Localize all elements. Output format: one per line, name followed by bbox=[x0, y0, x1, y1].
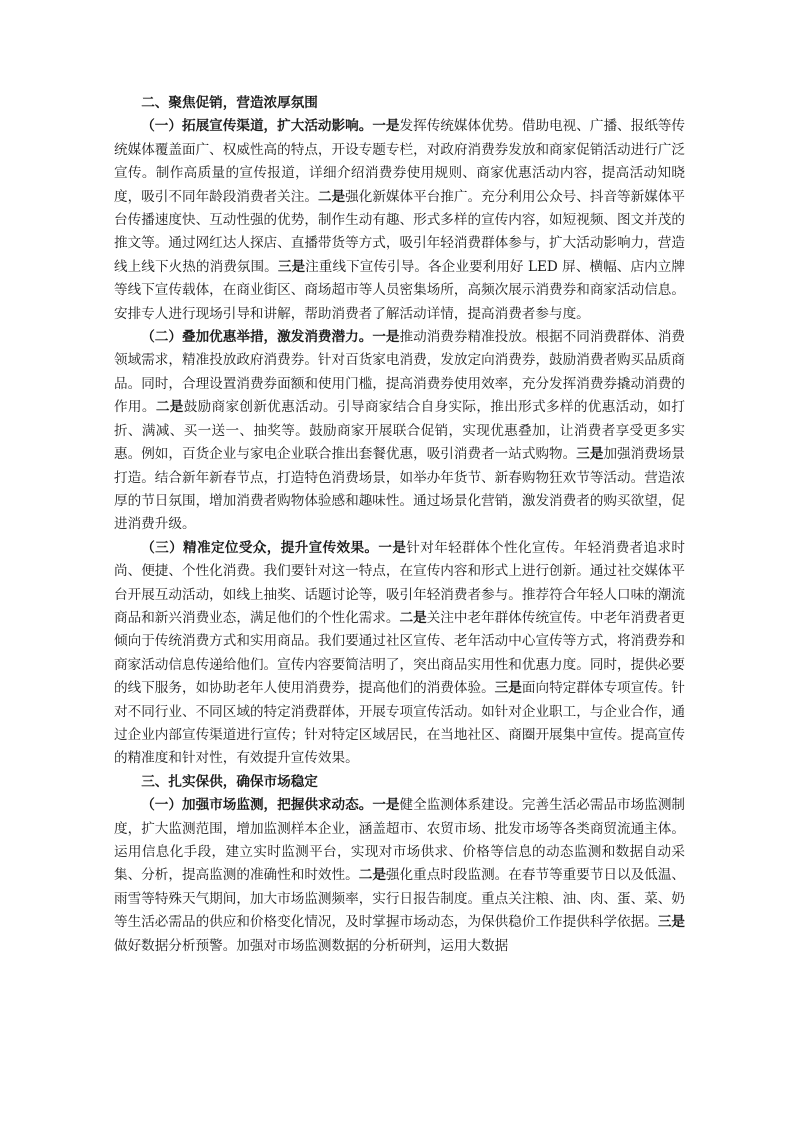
paragraph-text: 发挥传统媒体优势。借助电视、广播、报纸等传统媒体覆盖面广、权威性高的特点，开设专题专栏，对政府消费券发放和商家促销活动进行广泛宣传。制作高质量的宣传报道，详细介绍消费券使用规则、商家优惠活动内容，提高活动知晓度，吸引不同年龄段消费者关注。 bbox=[114, 118, 686, 205]
section-2-paragraph-3 bbox=[114, 537, 685, 771]
point-marker: 三是 bbox=[576, 446, 604, 463]
section-3-paragraph-1 bbox=[114, 794, 685, 958]
document-page bbox=[114, 92, 685, 958]
section-2-paragraph-1 bbox=[114, 115, 685, 326]
paragraph-text: 强化重点时段监测。在春节等重要节日以及低温、雨雪等特殊天气期间，加大市场监测频率，实行日报告制度。重点关注粮、油、肉、蛋、菜、奶等生活必需品的供应和价格变化情况，及时掌握市场动态，为保供稳价工作提供科学依据。 bbox=[114, 867, 686, 931]
point-marker: 一是 bbox=[378, 539, 407, 556]
point-marker: 二是 bbox=[399, 609, 427, 626]
paragraph-text: 加强消费场景打造。结合新年新春节点，打造特色消费场景，如举办年货节、新春购物狂欢节等活动。营造浓厚的节日氛围，增加消费者购物体验感和趣味性。通过场景化营销，激发消费者的购买欲望，促进消费升级。 bbox=[114, 446, 686, 533]
point-marker: 三是 bbox=[277, 258, 306, 275]
section-2-heading: 二、聚焦促销，营造浓厚氛围 bbox=[141, 95, 318, 111]
point-marker: 二是 bbox=[358, 867, 386, 884]
paragraph-title: （一）拓展宣传渠道，扩大活动影响。 bbox=[141, 118, 373, 135]
point-marker: 一是 bbox=[372, 329, 400, 346]
point-marker: 三是 bbox=[494, 680, 522, 697]
paragraph-text: 强化新媒体平台推广。充分利用公众号、抖音等新媒体平台传播速度快、互动性强的优势，制作生动有趣、形式多样的宣传内容，如短视频、图文并茂的推文等。通过网红达人探店、直播带货等方式，吸引年轻消费群体参与，扩大活动影响力，营造线上线下火热的消费氛围。 bbox=[114, 188, 686, 275]
point-marker: 二是 bbox=[317, 188, 346, 205]
paragraph-text: 注重线下宣传引导。各企业要利用好 LED 屏、横幅、店内立牌等线下宣传载体，在商业街区、商场超市等人员密集场所，高频次展示消费券和商家活动信息。安排专人进行现场引导和讲解，帮助消费者了解活动详情，提高消费者参与度。 bbox=[114, 258, 685, 322]
section-2-paragraph-2 bbox=[114, 326, 685, 537]
point-marker: 二是 bbox=[155, 399, 184, 416]
paragraph-text: 健全监测体系建设。完善生活必需品市场监测制度，扩大监测范围，增加监测样本企业，涵盖超市、农贸市场、批发市场等各类商贸流通主体。运用信息化手段，建立实时监测平台，实现对市场供求、价格等信息的动态监测和数据自动采集、分析，提高监测的准确性和时效性。 bbox=[114, 797, 686, 884]
paragraph-text: 做好数据分析预警。加强对市场监测数据的分析研判，运用大数据 bbox=[114, 937, 509, 954]
paragraph-text: 面向特定群体专项宣传。针对不同行业、不同区域的特定消费群体，开展专项宣传活动。如针对企业职工，与企业合作，通过企业内部宣传渠道进行宣传；针对特定区域居民，在当地社区、商圈开展集中宣传。提高宣传的精准度和针对性，有效提升宣传效果。 bbox=[114, 680, 686, 767]
paragraph-text: 鼓励商家创新优惠活动。引导商家结合自身实际，推出形式多样的优惠活动，如打折、满减、买一送一、抽奖等。鼓励商家开展联合促销，实现优惠叠加，让消费者享受更多实惠。例如，百货企业与家电企业联合推出套餐优惠，吸引消费者一站式购物。 bbox=[114, 399, 686, 463]
section-3-heading: 三、扎实保供，确保市场稳定 bbox=[141, 773, 318, 790]
paragraph-title: （二）叠加优惠举措，激发消费潜力。 bbox=[141, 329, 373, 346]
paragraph-title: （一）加强市场监测，把握供求动态。 bbox=[141, 797, 373, 814]
paragraph-title: （三）精准定位受众，提升宣传效果。 bbox=[141, 539, 379, 556]
paragraph-text: 关注中老年群体传统宣传。中老年消费者更倾向于传统消费方式和实用商品。我们要通过社区宣传、老年活动中心宣传等方式，将消费券和商家活动信息传递给他们。宣传内容要简洁明了，突出商品实用性和优惠力度。同时，提供必要的线下服务，如协助老年人使用消费券，提高他们的消费体验。 bbox=[114, 609, 686, 697]
point-marker: 三是 bbox=[657, 914, 686, 931]
paragraph-text: 针对年轻群体个性化宣传。年轻消费者追求时尚、便捷、个性化消费。我们要针对这一特点，在宣传内容和形式上进行创新。通过社交媒体平台开展互动活动，如线上抽奖、话题讨论等，吸引年轻消费者参与。推荐符合年轻人口味的潮流商品和新兴消费业态，满足他们的个性化需求。 bbox=[114, 539, 685, 626]
point-marker: 一是 bbox=[372, 797, 400, 814]
point-marker: 一是 bbox=[372, 118, 400, 135]
paragraph-text: 推动消费券精准投放。根据不同消费群体、消费领域需求，精准投放政府消费券。针对百货家电消费，发放定向消费券，鼓励消费者购买品质商品。同时，合理设置消费券面额和使用门槛，提高消费券使用效率，充分发挥消费券撬动消费的作用。 bbox=[114, 329, 686, 416]
